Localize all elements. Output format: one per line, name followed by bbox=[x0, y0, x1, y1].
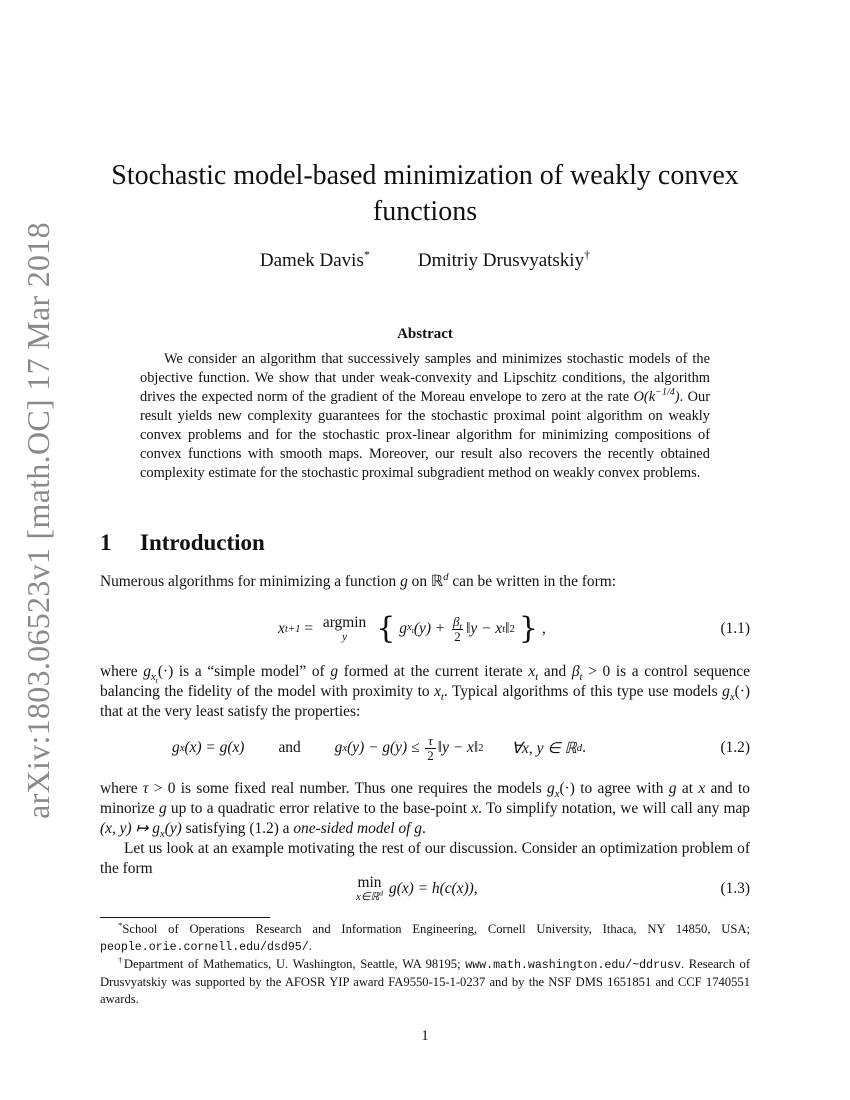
equation-1-3: min x∈ℝ$^d$ g(x) = h(c(x)), (1.3) bbox=[100, 869, 750, 909]
title-line-2: functions bbox=[372, 196, 478, 227]
paragraph: where τ > 0 is some fixed real number. Thus one requires the models $g_x(\cdot)$ to agree with g at x and to minorize g up to a quadratic error relative to the base-point x. To simplify notation, we will call any map (x, y) ↦ $g_x(y)$ satisfying (1.2) a one-sided model of g. bbox=[100, 780, 750, 841]
author-mark: * bbox=[363, 247, 370, 262]
paper-title bbox=[100, 158, 750, 230]
paragraph: Numerous algorithms for minimizing a function g on ℝ$^d$ can be written in the form: bbox=[100, 570, 616, 590]
equation-1-1: x t+1 = argmin y { g $x_t$ (y) + $\frac{\beta_t}{2}$ ‖y − x t ‖ 2 } , (1.1) bbox=[100, 609, 750, 649]
abstract-heading: Abstract bbox=[397, 326, 453, 342]
footnote-link[interactable]: www.math.washington.edu/~ddrusv bbox=[465, 959, 681, 972]
section-number: 1 bbox=[100, 530, 112, 555]
footnote-divider bbox=[100, 917, 270, 918]
author-list bbox=[100, 247, 750, 272]
rate-expression: $O(k^{-1/4})$ bbox=[633, 387, 680, 405]
arxiv-id: arXiv:1803.06523v1 [math.OC] 17 Mar 2018 bbox=[19, 221, 56, 819]
title-line-1: Stochastic model-based minimization of weakly convex bbox=[111, 160, 739, 191]
author-mark: † bbox=[584, 247, 591, 262]
paragraph: where $g_{x_t}(\cdot)$ is a “simple model” of g formed at the current iterate $x_t$ and $\beta_t > 0$ is a control sequence balancing the fidelity of the model with proximity to $x_t$. Typical algorithms of this type use models $g_x(\cdot)$ that at the very least satisfy the properties: bbox=[100, 663, 750, 720]
equation-number: (1.2) bbox=[720, 739, 750, 756]
section-title: Introduction bbox=[140, 530, 265, 555]
paragraph: Let us look at an example motivating the rest of our discussion. Consider an optimization problem of the form bbox=[100, 840, 750, 877]
author: Damek Davis* bbox=[259, 247, 370, 271]
footnote: *School of Operations Research and Information Engineering, Cornell University, Ithaca, NY 14850, USA; people.orie.cornell.edu/dsd95/. bbox=[100, 919, 750, 954]
footnote-link[interactable]: people.orie.cornell.edu/dsd95/ bbox=[100, 941, 309, 954]
footnote: †Department of Mathematics, U. Washington, Seattle, WA 98195; www.math.washington.edu/~ddrusv. Research of Drusvyatskiy was supported by the AFOSR YIP award FA9550-15-1-0237 and by the NSF DMS 1651851 and CCF 1740551 awards. bbox=[100, 954, 751, 1006]
abstract-text: We consider an algorithm that successively samples and minimizes stochastic models of the objective function. We show that under weak-convexity and Lipschitz conditions, the algorithm drives the expected norm of the gradient of the Moreau envelope to zero at the rate $O(k^{-1/4})$. Our result yields new complexity guarantees for the stochastic proximal point algorithm on weakly convex problems and for the stochastic prox-linear algorithm for minimizing compositions of convex functions with smooth maps. Moreover, our result also recovers the recently obtained complexity estimate for the stochastic proximal subgradient method on weakly convex problems. bbox=[140, 351, 710, 481]
equation-number: (1.1) bbox=[720, 620, 750, 637]
author: Dmitriy Drusvyatskiy† bbox=[417, 247, 591, 271]
section-heading bbox=[100, 530, 265, 556]
equation-number: (1.3) bbox=[720, 880, 750, 897]
page-number: 1 bbox=[421, 1028, 429, 1044]
equation-1-2: g x (x) = g(x) and g x (y) − g(y) ≤ $\frac{\tau}{2}$ ‖y − x‖ 2 ∀x, y ∈ ℝ d . (1.2) bbox=[100, 728, 750, 768]
footnotes bbox=[100, 921, 750, 1008]
arxiv-stamp bbox=[12, 221, 64, 819]
